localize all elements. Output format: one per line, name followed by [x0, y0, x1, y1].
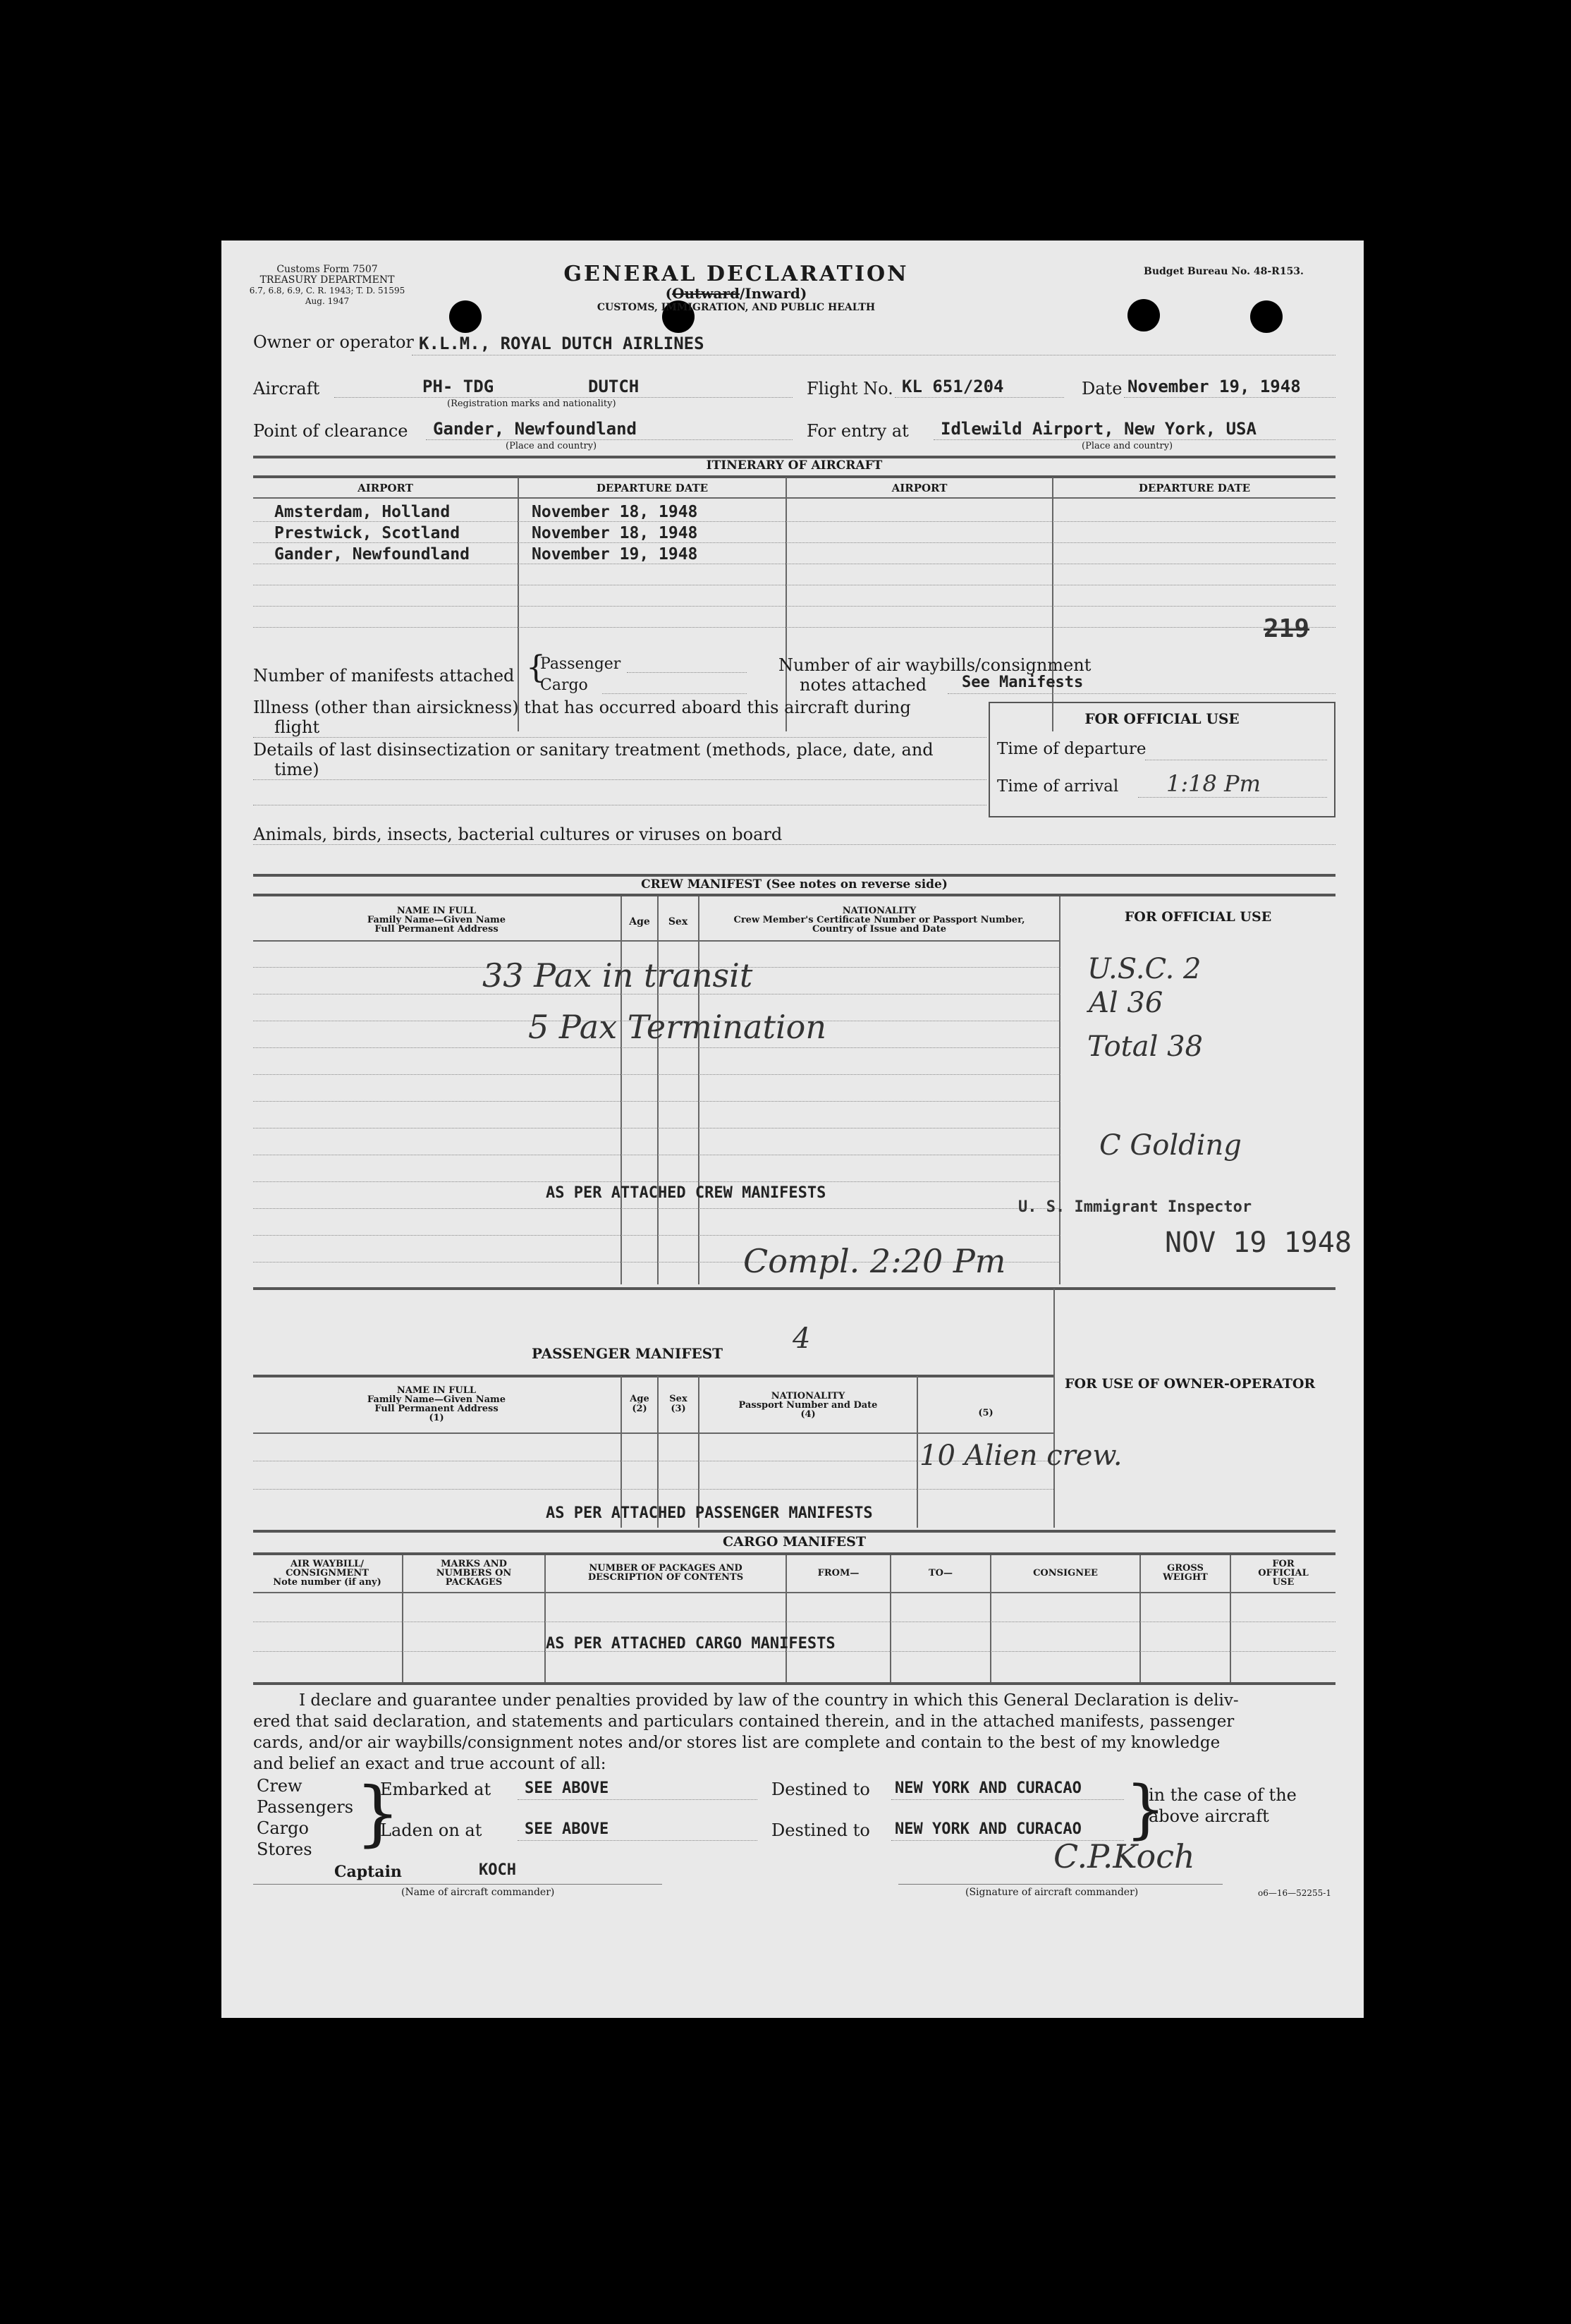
aircraft-note: (Registration marks and nationality)	[447, 399, 616, 409]
passenger-top-rule	[253, 1287, 1335, 1290]
laden-value: SEE ABOVE	[525, 1820, 609, 1838]
handwritten-usc-count: U.S.C. 2	[1087, 953, 1202, 985]
cargo-divider	[785, 1555, 787, 1682]
cargo-col-packages-1: NUMBER OF PACKAGES AND	[589, 1563, 742, 1574]
disinsect-label-2: time)	[274, 760, 319, 779]
cargo-col-weight-2: WEIGHT	[1163, 1572, 1208, 1583]
cargo-col-packages-2: DESCRIPTION OF CONTENTS	[587, 1572, 744, 1583]
commander-name-line	[253, 1884, 662, 1885]
cargo-label: Cargo	[540, 676, 588, 694]
direction-line: (Outward/Inward)	[665, 285, 807, 302]
page-number-stamp: 219	[1264, 614, 1310, 643]
aircraft-registration: PH- TDG	[422, 377, 494, 396]
owner-value: K.L.M., ROYAL DUTCH AIRLINES	[419, 334, 704, 353]
inspector-signature: C Golding	[1099, 1129, 1242, 1162]
destined-value: NEW YORK AND CURACAO	[895, 1779, 1082, 1797]
arrival-time-handwritten: 1:18 Pm	[1166, 770, 1261, 797]
passenger-attached-note: AS PER ATTACHED PASSENGER MANIFESTS	[546, 1504, 873, 1522]
passenger-label: Passenger	[540, 655, 621, 673]
form-date: Aug. 1947	[305, 296, 350, 306]
crew-col-nat-3: Country of Issue and Date	[812, 924, 947, 935]
destined-label: Destined to	[771, 1779, 870, 1799]
commander-name-note: (Name of aircraft commander)	[401, 1887, 555, 1898]
commander-signature-line	[898, 1884, 1223, 1885]
date-label: Date	[1082, 379, 1123, 399]
inspector-title-stamp: U. S. Immigrant Inspector	[1018, 1198, 1252, 1216]
passenger-line	[627, 672, 747, 673]
cargo-col-waybill	[253, 1559, 401, 1587]
flight-label: Flight No.	[807, 379, 893, 399]
cargo-col-waybill-2: CONSIGNMENT	[286, 1568, 369, 1578]
itinerary-header-rule	[253, 497, 1335, 499]
passenger-col-sex-1: Sex	[669, 1394, 687, 1404]
date-stamp: NOV 19 1948	[1165, 1227, 1352, 1259]
embarked-value: SEE ABOVE	[525, 1779, 609, 1797]
itinerary-airport: Amsterdam, Holland	[274, 503, 451, 521]
cargo-col-waybill-3: Note number (if any)	[273, 1577, 381, 1588]
entry-label: For entry at	[807, 421, 909, 441]
crew-col-name	[253, 906, 620, 934]
cargo-col-from: FROM—	[817, 1568, 860, 1578]
crew-divider	[657, 896, 659, 1284]
general-declaration-form	[221, 241, 1364, 2018]
itinerary-date: November 18, 1948	[532, 524, 698, 542]
cargo-col-waybill-1: AIR WAYBILL/	[290, 1559, 365, 1569]
itinerary-airport: Prestwick, Scotland	[274, 524, 460, 542]
brace: {	[526, 650, 546, 686]
subtitle: CUSTOMS, IMMIGRATION, AND PUBLIC HEALTH	[597, 302, 876, 313]
title-block	[546, 262, 927, 313]
cargo-col-marks-1: MARKS AND	[441, 1559, 507, 1569]
case-label-2: above aircraft	[1149, 1806, 1269, 1826]
department-name: TREASURY DEPARTMENT	[259, 274, 395, 286]
passenger-row-line	[253, 1489, 1053, 1490]
crew-col-official: FOR OFFICIAL USE	[1124, 909, 1272, 925]
flight-line	[895, 397, 1064, 398]
captain-name: KOCH	[479, 1861, 516, 1879]
passenger-divider	[917, 1376, 918, 1528]
cargo-divider	[1230, 1555, 1231, 1682]
handwritten-transit-note: 33 Pax in transit	[482, 956, 753, 994]
crew-divider	[698, 896, 699, 1284]
handwritten-termination-note: 5 Pax Termination	[528, 1008, 826, 1046]
embarked-line	[518, 1799, 757, 1800]
itinerary-title: ITINERARY OF AIRCRAFT	[706, 458, 883, 473]
punch-hole	[449, 300, 482, 333]
date-value: November 19, 1948	[1127, 377, 1301, 396]
embarked-label: Embarked at	[380, 1779, 491, 1799]
cargo-divider	[544, 1555, 546, 1682]
passenger-col-nat-1: NATIONALITY	[771, 1391, 845, 1401]
cargo-title-rule	[253, 1552, 1335, 1555]
destined-value-2: NEW YORK AND CURACAO	[895, 1820, 1082, 1838]
cargo-col-official-3: USE	[1272, 1577, 1295, 1588]
aircraft-label: Aircraft	[253, 379, 320, 399]
commander-signature-note: (Signature of aircraft commander)	[965, 1887, 1139, 1898]
itinerary-divider	[518, 477, 519, 731]
waybills-line	[948, 693, 1335, 694]
punch-hole	[1250, 300, 1283, 333]
crew-top-rule	[253, 874, 1335, 877]
itinerary-col-airport-2: AIRPORT	[891, 482, 948, 494]
cargo-col-official	[1231, 1559, 1335, 1587]
flight-value: KL 651/204	[902, 377, 1004, 396]
declaration-text	[253, 1690, 1335, 1775]
cargo-col-weight-1: GROSS	[1167, 1563, 1204, 1574]
waybills-value: See Manifests	[962, 674, 1084, 691]
punch-hole	[1127, 299, 1160, 331]
item-passengers: Passengers	[257, 1797, 354, 1817]
handwritten-alien-count: Al 36	[1089, 987, 1163, 1019]
budget-bureau-number: Budget Bureau No. 48-R153.	[1144, 266, 1304, 277]
clearance-line	[426, 439, 793, 440]
crew-row-line	[253, 1235, 1060, 1236]
handwritten-total: Total 38	[1087, 1030, 1203, 1063]
handwritten-alien-crew: 10 Alien crew.	[919, 1440, 1123, 1472]
cargo-col-weight	[1141, 1564, 1230, 1582]
disinsect-line	[253, 779, 986, 780]
passenger-col-name-1: NAME IN FULL	[396, 1385, 477, 1396]
animals-label: Animals, birds, insects, bacterial cultures or viruses on board	[253, 825, 783, 844]
crew-title: CREW MANIFEST (See notes on reverse side)	[641, 877, 948, 892]
commander-signature: C.P.Koch	[1053, 1837, 1195, 1875]
crew-divider	[1059, 896, 1060, 1284]
declaration-line: ered that said declaration, and statements and particulars contained therein, and in the attached manifests, passenger	[253, 1712, 1235, 1731]
cargo-divider	[890, 1555, 891, 1682]
passenger-col-age-2: (2)	[632, 1404, 647, 1414]
itinerary-date: November 18, 1948	[532, 503, 698, 521]
passenger-col-name	[253, 1386, 620, 1423]
cargo-col-official-1: FOR	[1272, 1559, 1295, 1569]
passenger-divider	[1053, 1289, 1055, 1528]
passenger-col-nationality	[699, 1392, 917, 1419]
cargo-title: CARGO MANIFEST	[723, 1534, 866, 1550]
entry-line	[934, 439, 1335, 440]
passenger-col-nat-2: Passport Number and Date	[738, 1400, 878, 1411]
waybills-label-2: notes attached	[800, 675, 927, 695]
aircraft-line	[334, 397, 793, 398]
declaration-line: and belief an exact and true account of all:	[253, 1755, 606, 1773]
laden-label: Laden on at	[380, 1820, 482, 1840]
crew-row-line	[253, 1074, 1060, 1075]
entry-note: (Place and country)	[1082, 441, 1173, 451]
crew-col-nationality	[699, 906, 1059, 934]
crew-col-name-1: NAME IN FULL	[396, 906, 477, 916]
outward-struck: Outward	[672, 285, 740, 302]
passenger-col-owner: FOR USE OF OWNER-OPERATOR	[1065, 1376, 1316, 1392]
passenger-col-5: (5)	[978, 1408, 994, 1418]
regulation-refs: 6.7, 6.8, 6.9, C. R. 1943; T. D. 51595	[249, 286, 405, 296]
cargo-divider	[402, 1555, 403, 1682]
passenger-header-rule	[253, 1432, 1053, 1434]
passenger-col-name-3: Full Permanent Address	[374, 1404, 499, 1414]
arrival-time-line	[1138, 797, 1327, 798]
page-title: GENERAL DECLARATION	[563, 262, 909, 286]
item-stores: Stores	[257, 1839, 312, 1859]
illness-label: Illness (other than airsickness) that has occurred aboard this aircraft during	[253, 698, 911, 717]
declaration-line: cards, and/or air waybills/consignment notes and/or stores list are complete and contain to the best of my knowledge	[253, 1734, 1221, 1752]
cargo-col-marks-2: NUMBERS ON	[436, 1568, 512, 1578]
illness-line	[253, 737, 986, 738]
disinsect-label: Details of last disinsectization or sanitary treatment (methods, place, date, and	[253, 740, 934, 760]
crew-row-line	[253, 1101, 1060, 1102]
clearance-note: (Place and country)	[506, 441, 597, 451]
handwritten-four: 4	[793, 1322, 811, 1355]
crew-col-nat-2: Crew Member's Certificate Number or Passport Number,	[733, 915, 1025, 925]
itinerary-row-line	[253, 627, 1335, 628]
cargo-line	[602, 693, 747, 694]
passenger-col-sex	[659, 1394, 698, 1414]
crew-attached-note: AS PER ATTACHED CREW MANIFESTS	[546, 1184, 826, 1202]
crew-row-line	[253, 1047, 1060, 1048]
cargo-col-to: TO—	[929, 1568, 953, 1578]
declaration-items	[257, 1775, 353, 1860]
cargo-col-official-2: OFFICIAL	[1258, 1568, 1309, 1578]
manifests-attached-label: Number of manifests attached	[253, 666, 515, 686]
crew-row-line	[253, 1181, 1060, 1182]
passenger-col-name-2: Family Name—Given Name	[367, 1394, 506, 1405]
passenger-col-age-1: Age	[630, 1394, 649, 1404]
animals-line	[253, 844, 1335, 845]
waybills-label: Number of air waybills/consignment	[778, 655, 1092, 675]
itinerary-title-rule	[253, 475, 1335, 478]
declaration-line: I declare and guarantee under penalties provided by law of the country in which this General Declaration is deliv-	[299, 1691, 1239, 1710]
passenger-title: PASSENGER MANIFEST	[532, 1345, 723, 1362]
brace: }	[1125, 1772, 1166, 1847]
cargo-divider	[1139, 1555, 1141, 1682]
captain-title: Captain	[334, 1863, 402, 1881]
illness-label-2: flight	[274, 717, 320, 737]
cargo-bottom-rule	[253, 1682, 1335, 1685]
crew-col-age: Age	[629, 916, 650, 927]
itinerary-col-date-1: DEPARTURE DATE	[596, 482, 709, 494]
crew-col-name-2: Family Name—Given Name	[367, 915, 506, 925]
crew-col-name-3: Full Permanent Address	[374, 924, 499, 935]
itinerary-col-date-2: DEPARTURE DATE	[1138, 482, 1251, 494]
entry-value: Idlewild Airport, New York, USA	[941, 419, 1257, 439]
passenger-col-name-4: (1)	[429, 1413, 444, 1423]
item-crew: Crew	[257, 1776, 302, 1796]
crew-col-sex: Sex	[668, 916, 688, 927]
aircraft-nationality: DUTCH	[588, 377, 640, 396]
cargo-col-marks	[403, 1559, 544, 1587]
owner-label: Owner or operator	[253, 332, 414, 352]
cargo-col-packages	[546, 1564, 785, 1582]
arrival-time-label: Time of arrival	[997, 777, 1119, 796]
itinerary-row-line	[253, 606, 1335, 607]
laden-line	[518, 1840, 757, 1841]
destined-label-2: Destined to	[771, 1820, 870, 1840]
date-line	[1124, 397, 1335, 398]
cargo-col-consignee: CONSIGNEE	[1033, 1568, 1098, 1578]
cargo-divider	[990, 1555, 991, 1682]
form-id-block	[243, 264, 412, 307]
cargo-col-marks-3: PACKAGES	[445, 1577, 503, 1588]
print-code: o6—16—52255-1	[1258, 1888, 1331, 1898]
destined-line	[891, 1799, 1124, 1800]
itinerary-row-line	[253, 521, 1335, 522]
handwritten-completed-note: Compl. 2:20 Pm	[743, 1242, 1006, 1280]
crew-title-rule	[253, 894, 1335, 896]
clearance-value: Gander, Newfoundland	[433, 419, 637, 439]
departure-time-label: Time of departure	[997, 740, 1147, 758]
itinerary-divider	[785, 477, 787, 731]
clearance-label: Point of clearance	[253, 421, 408, 441]
crew-col-nat-1: NATIONALITY	[842, 906, 917, 916]
itinerary-airport: Gander, Newfoundland	[274, 545, 470, 564]
case-label-1: in the case of the	[1149, 1785, 1297, 1805]
crew-divider	[621, 896, 622, 1284]
cargo-attached-note: AS PER ATTACHED CARGO MANIFESTS	[546, 1635, 836, 1653]
itinerary-date: November 19, 1948	[532, 545, 698, 564]
cargo-top-rule	[253, 1530, 1335, 1533]
official-use-title: FOR OFFICIAL USE	[1084, 710, 1240, 727]
customs-form-number: Customs Form 7507	[276, 264, 378, 275]
brace: }	[355, 1772, 401, 1854]
passenger-col-nat-3: (4)	[800, 1409, 816, 1420]
inward-label: /Inward)	[740, 285, 807, 302]
passenger-col-age	[622, 1394, 657, 1414]
official-use-box	[989, 702, 1335, 817]
passenger-col-sex-2: (3)	[671, 1404, 686, 1414]
item-cargo: Cargo	[257, 1818, 309, 1838]
passenger-title-rule	[253, 1375, 1053, 1377]
itinerary-col-airport-1: AIRPORT	[357, 482, 413, 494]
cargo-header-rule	[253, 1592, 1335, 1593]
crew-row-line	[253, 1208, 1060, 1209]
itinerary-row-line	[253, 542, 1335, 543]
